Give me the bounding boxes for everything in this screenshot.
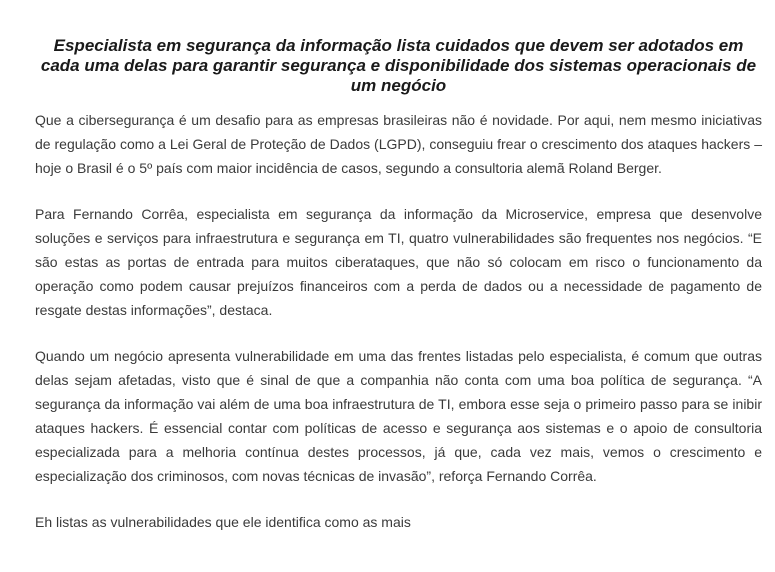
article-body xyxy=(35,36,762,534)
article-paragraph-2: Para Fernando Corrêa, especialista em segurança da informação da Microservice, empresa que desenvolve soluções e serviços para infraestrutura e segurança em TI, quatro vulnerabilidades são frequentes nos negócios. “E são estas as portas de entrada para muitos ciberataques, que não só colocam em risco o funcionamento da operação como podem causar prejuízos financeiros com a perda de dados ou a necessidade de pagamento de resgate destas informações”, destaca. xyxy=(35,206,762,318)
article-subtitle: Especialista em segurança da informação lista cuidados que devem ser adotados em cada uma delas para garantir segurança e disponibilidade dos sistemas operacionais de um negócio xyxy=(40,36,757,95)
article-paragraph-3: Quando um negócio apresenta vulnerabilidade em uma das frentes listadas pelo especialista, é comum que outras delas sejam afetadas, visto que é sinal de que a companhia não conta com uma boa política de segurança. “A segurança da informação vai além de uma boa infraestrutura de TI, embora esse seja o primeiro passo para se inibir ataques hackers. É essencial contar com políticas de acesso e segurança aos sistemas e o apoio de consultoria especializada para a melhoria contínua destes processos, já que, cada vez mais, vemos o crescimento e especialização dos criminosos, com novas técnicas de invasão”, reforça Fernando Corrêa. xyxy=(35,348,762,484)
article-paragraph-4: Eh listas as vulnerabilidades que ele identifica como as mais xyxy=(35,514,411,530)
article-paragraph-1: Que a cibersegurança é um desafio para as empresas brasileiras não é novidade. Por aqui, nem mesmo iniciativas de regulação como a Lei Geral de Proteção de Dados (LGPD), conseguiu frear o crescimento dos ataques hackers – hoje o Brasil é o 5º país com maior incidência de casos, segundo a consultoria alemã Roland Berger. xyxy=(35,112,762,176)
